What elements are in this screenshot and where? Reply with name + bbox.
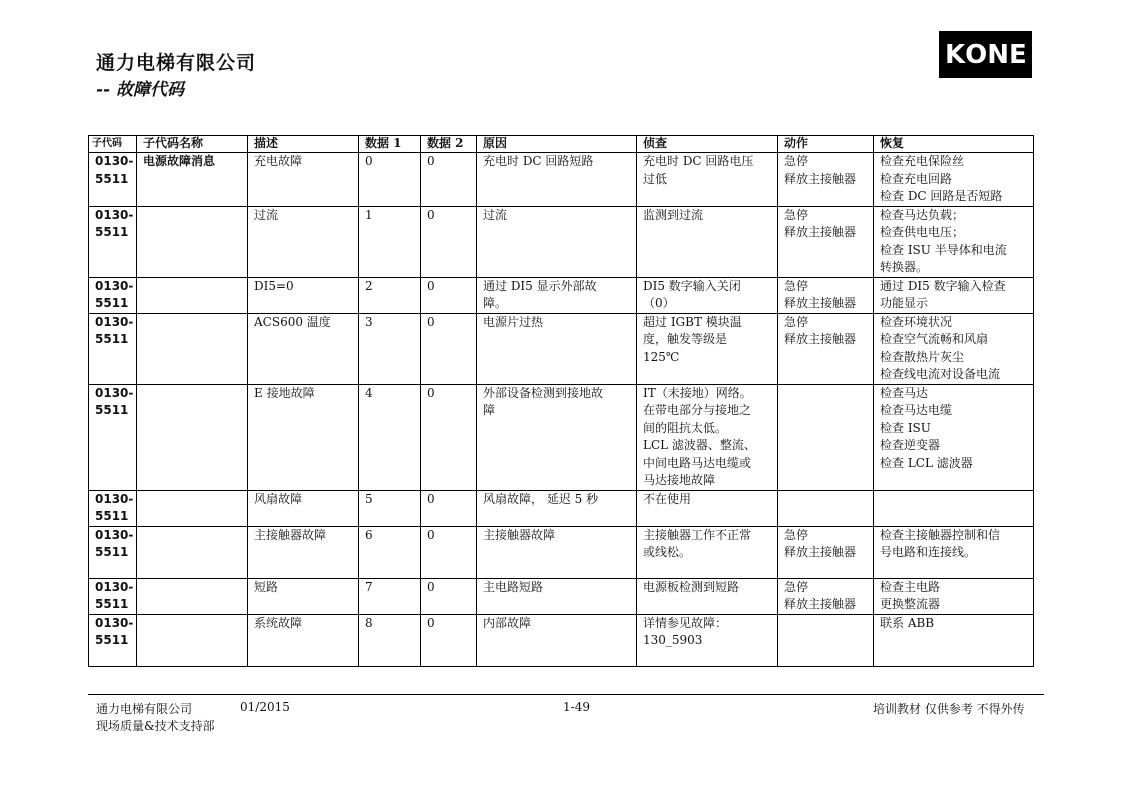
column-header: 子代码名称	[137, 136, 248, 153]
company-title: 通力电梯有限公司	[96, 52, 257, 74]
cell-line: 或线松。	[643, 545, 692, 559]
cell-line: 释放主接触器	[784, 545, 857, 559]
cell-line: 内部故障	[483, 615, 532, 630]
column-header: 原因	[477, 136, 637, 153]
table-row	[89, 614, 1034, 666]
cell-line: 5511	[95, 509, 129, 523]
column-header: 描述	[248, 136, 359, 153]
row-name	[137, 526, 248, 578]
row-detection	[637, 578, 778, 614]
cell-line: 释放主接触器	[784, 597, 857, 611]
row-data-1: 7	[359, 578, 421, 614]
row-data-2: 0	[421, 153, 477, 207]
cell-line: 充电时 DC 回路电压	[643, 154, 754, 168]
cell-line: 不在使用	[643, 491, 692, 506]
row-data-1: 6	[359, 526, 421, 578]
row-data-1: 2	[359, 277, 421, 313]
cell-line: 5511	[95, 171, 129, 186]
row-cause	[477, 526, 637, 578]
cell-line: 度，触发等级是	[643, 332, 728, 346]
logo-letter: N	[987, 39, 1010, 70]
row-recovery	[874, 614, 1034, 666]
logo-lettering	[939, 31, 1032, 78]
row-action	[778, 384, 874, 490]
cell-line: 0130-	[95, 527, 134, 542]
table-row	[89, 277, 1034, 313]
cell-line: 超过 IGBT 模块温	[643, 314, 742, 329]
row-detection	[637, 526, 778, 578]
cell-line: 释放主接触器	[784, 225, 857, 239]
cell-line: 更换整流器	[880, 597, 941, 611]
row-name: 电源故障消息	[137, 153, 248, 207]
cell-line: 130_5903	[643, 633, 703, 647]
cell-line: 急停	[784, 278, 809, 293]
row-code	[89, 153, 137, 207]
row-cause	[477, 578, 637, 614]
row-data-1: 4	[359, 384, 421, 490]
cell-line: 急停	[784, 207, 809, 222]
cell-line: 外部设备检测到接地故	[483, 385, 604, 400]
row-name	[137, 384, 248, 490]
row-recovery	[874, 526, 1034, 578]
row-data-2: 0	[421, 313, 477, 384]
cell-line: 在带电部分与接地之	[643, 403, 752, 417]
cell-line: 急停	[784, 527, 809, 542]
row-recovery	[874, 384, 1034, 490]
row-description	[248, 578, 359, 614]
page-number: 1-49	[563, 700, 590, 714]
document-subtitle: -- 故障代码	[96, 80, 185, 100]
cell-line: 检查主接触器控制和信	[880, 527, 1001, 542]
cell-line: 检查 ISU	[880, 420, 931, 435]
cell-line: 间的阻抗太低。	[643, 420, 728, 435]
row-recovery	[874, 277, 1034, 313]
cell-line: 主接触器工作不正常	[643, 527, 752, 542]
cell-line: 检查马达	[880, 385, 929, 400]
row-data-2: 0	[421, 526, 477, 578]
cell-line: 5511	[95, 545, 129, 559]
logo-letter: E	[1009, 39, 1027, 70]
footer-department: 现场质量&技术支持部	[96, 719, 215, 733]
table-row	[89, 313, 1034, 384]
cell-line: 马达接地故障	[643, 473, 716, 487]
table-header-row	[89, 136, 1034, 153]
cell-line: 风扇故障， 延迟 5 秒	[483, 491, 599, 506]
cell-line: 主接触器故障	[483, 527, 556, 542]
cell-line: 0130-	[95, 491, 134, 506]
table-row	[89, 384, 1034, 490]
column-header: 侦查	[637, 136, 778, 153]
row-detection	[637, 206, 778, 277]
cell-line: 短路	[254, 579, 279, 594]
row-description	[248, 526, 359, 578]
cell-line: 检查逆变器	[880, 438, 941, 452]
column-header: 子代码	[89, 136, 137, 153]
row-code	[89, 206, 137, 277]
row-code	[89, 490, 137, 526]
row-cause	[477, 614, 637, 666]
row-code	[89, 313, 137, 384]
fault-code-table	[88, 135, 1034, 667]
cell-line: 0130-	[95, 278, 134, 293]
kone-logo	[939, 31, 1032, 78]
cell-line: 过流	[254, 207, 279, 222]
row-description	[248, 206, 359, 277]
cell-line: 125℃	[643, 349, 680, 364]
cell-line: 5511	[95, 633, 129, 647]
cell-line: 中间电路马达电缆或	[643, 455, 752, 470]
cell-line: 5511	[95, 403, 129, 417]
table-row	[89, 206, 1034, 277]
row-cause	[477, 206, 637, 277]
cell-line: 电源板检测到短路	[643, 579, 740, 594]
cell-line: 电源片过热	[483, 314, 544, 329]
cell-line: 检查 LCL 滤波器	[880, 455, 973, 470]
cell-line: 检查马达电缆	[880, 403, 953, 417]
row-action	[778, 578, 874, 614]
row-cause	[477, 153, 637, 207]
cell-line: 详情参见故障：	[643, 615, 728, 630]
row-cause	[477, 313, 637, 384]
cell-line: 检查供电电压；	[880, 225, 965, 239]
row-description	[248, 277, 359, 313]
row-description	[248, 384, 359, 490]
row-code	[89, 384, 137, 490]
cell-line: 转换器。	[880, 260, 929, 274]
row-cause	[477, 384, 637, 490]
cell-line: 5511	[95, 296, 129, 310]
cell-line: 0130-	[95, 615, 134, 630]
row-action	[778, 526, 874, 578]
row-description	[248, 153, 359, 207]
row-detection	[637, 277, 778, 313]
cell-line: 过低	[643, 171, 668, 186]
cell-line: 0130-	[95, 314, 134, 329]
row-data-1: 1	[359, 206, 421, 277]
row-data-2: 0	[421, 277, 477, 313]
row-detection	[637, 313, 778, 384]
row-data-2: 0	[421, 490, 477, 526]
row-code	[89, 578, 137, 614]
footer-notice: 培训教材 仅供参考 不得外传	[873, 702, 1025, 716]
table-row	[89, 578, 1034, 614]
cell-line: 5511	[95, 225, 129, 239]
row-detection	[637, 153, 778, 207]
cell-line: 风扇故障	[254, 491, 303, 506]
cell-line: 系统故障	[254, 615, 303, 630]
row-action	[778, 313, 874, 384]
footer-divider	[88, 694, 1044, 695]
row-action	[778, 153, 874, 207]
cell-line: 联系 ABB	[880, 615, 935, 630]
cell-line: 0130-	[95, 154, 134, 168]
cell-line: 充电时 DC 回路短路	[483, 154, 594, 168]
cell-line: 检查散热片灰尘	[880, 349, 965, 364]
row-action	[778, 206, 874, 277]
cell-line: 功能显示	[880, 296, 929, 310]
row-name	[137, 277, 248, 313]
cell-line: 通过 DI5 数字输入检查	[880, 278, 1006, 293]
cell-line: E 接地故障	[254, 385, 315, 400]
row-data-2: 0	[421, 206, 477, 277]
cell-line: 急停	[784, 579, 809, 594]
cell-line: 5511	[95, 597, 129, 611]
row-recovery	[874, 578, 1034, 614]
cell-line: 监测到过流	[643, 207, 704, 222]
row-description	[248, 490, 359, 526]
column-header: 动作	[778, 136, 874, 153]
cell-line: 障	[483, 403, 496, 417]
row-recovery	[874, 313, 1034, 384]
row-code	[89, 277, 137, 313]
row-name	[137, 490, 248, 526]
cell-line: 主电路短路	[483, 579, 544, 594]
row-data-1: 0	[359, 153, 421, 207]
row-name	[137, 578, 248, 614]
cell-line: 检查环境状况	[880, 314, 953, 329]
cell-line: 号电路和连接线。	[880, 545, 977, 559]
cell-line: DI5 数字输入关闭	[643, 278, 741, 293]
cell-line: 主接触器故障	[254, 527, 327, 542]
row-data-2: 0	[421, 384, 477, 490]
cell-line: 过流	[483, 207, 508, 222]
cell-line: IT（未接地）网络。	[643, 385, 752, 400]
column-header: 恢复	[874, 136, 1034, 153]
row-data-1: 8	[359, 614, 421, 666]
row-data-2: 0	[421, 578, 477, 614]
table-row	[89, 526, 1034, 578]
row-cause	[477, 277, 637, 313]
logo-letter: O	[965, 39, 988, 70]
row-description	[248, 313, 359, 384]
cell-line: 检查 DC 回路是否短路	[880, 189, 1003, 203]
row-action	[778, 277, 874, 313]
row-name	[137, 614, 248, 666]
cell-line: LCL 滤波器、整流、	[643, 438, 756, 452]
cell-line: 释放主接触器	[784, 296, 857, 310]
cell-line: 检查主电路	[880, 579, 941, 594]
footer-company: 通力电梯有限公司	[96, 702, 193, 716]
cell-line: 急停	[784, 154, 809, 168]
row-name	[137, 206, 248, 277]
table-row	[89, 153, 1034, 207]
cell-line: （0）	[643, 296, 675, 310]
row-data-2: 0	[421, 614, 477, 666]
row-code	[89, 526, 137, 578]
column-header: 数据 1	[359, 136, 421, 153]
row-code	[89, 614, 137, 666]
row-name	[137, 313, 248, 384]
cell-line: 检查马达负载；	[880, 207, 965, 222]
cell-line: 障。	[483, 296, 508, 310]
cell-line: 释放主接触器	[784, 332, 857, 346]
cell-line: 0130-	[95, 579, 134, 594]
row-recovery	[874, 490, 1034, 526]
cell-line: 检查 ISU 半导体和电流	[880, 242, 1007, 257]
row-detection	[637, 490, 778, 526]
logo-letter: K	[945, 39, 966, 70]
table-row	[89, 490, 1034, 526]
row-detection	[637, 384, 778, 490]
cell-line: 通过 DI5 显示外部故	[483, 278, 597, 293]
row-data-1: 3	[359, 313, 421, 384]
footer-date: 01/2015	[240, 700, 290, 714]
row-action	[778, 614, 874, 666]
cell-line: 释放主接触器	[784, 171, 857, 186]
cell-line: 充电故障	[254, 154, 303, 168]
row-data-1: 5	[359, 490, 421, 526]
row-detection	[637, 614, 778, 666]
row-cause	[477, 490, 637, 526]
row-description	[248, 614, 359, 666]
cell-line: 检查充电回路	[880, 171, 953, 186]
row-recovery	[874, 206, 1034, 277]
cell-line: 急停	[784, 314, 809, 329]
cell-line: 检查充电保险丝	[880, 154, 965, 168]
cell-line: 5511	[95, 332, 129, 346]
cell-line: 检查空气流畅和风扇	[880, 332, 989, 346]
row-recovery	[874, 153, 1034, 207]
cell-line: 0130-	[95, 385, 134, 400]
column-header: 数据 2	[421, 136, 477, 153]
cell-line: DI5=0	[254, 278, 294, 293]
cell-line: ACS600 温度	[254, 314, 331, 329]
cell-line: 检查线电流对设备电流	[880, 367, 1001, 381]
row-action	[778, 490, 874, 526]
cell-line: 0130-	[95, 207, 134, 222]
